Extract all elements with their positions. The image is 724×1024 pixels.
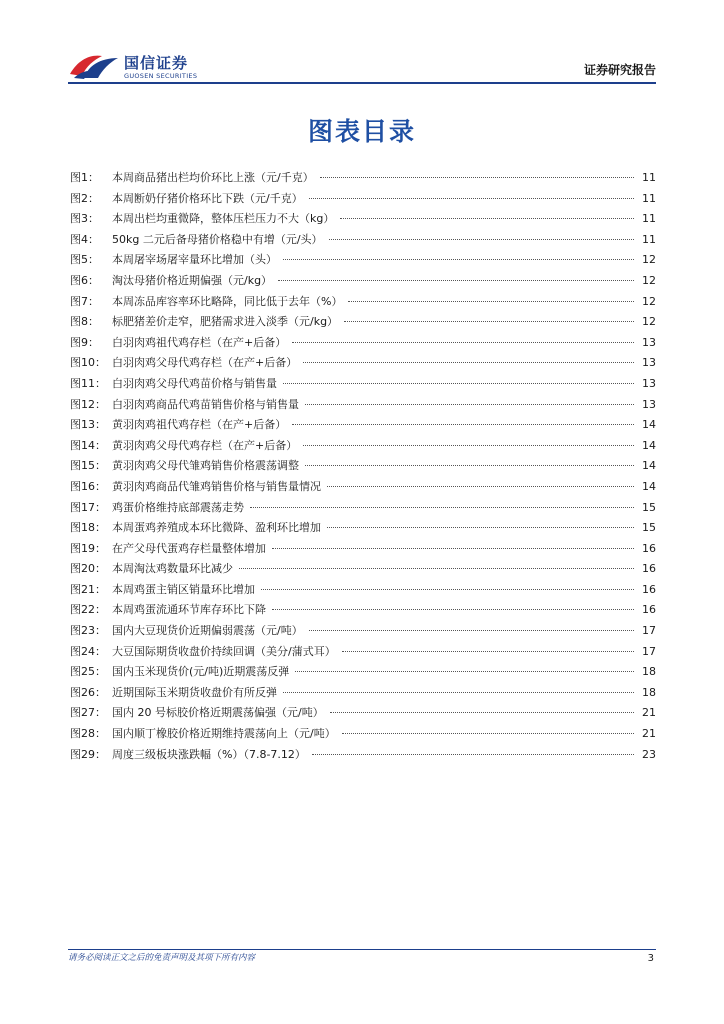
toc-dot-leader	[303, 362, 634, 363]
toc-dot-leader	[261, 589, 634, 590]
brand-name: 国信证券	[124, 54, 189, 72]
toc-figure-title[interactable]: 本周断奶仔猪价格环比下跌（元/千克）	[112, 191, 303, 205]
toc-page-number[interactable]: 16	[642, 582, 656, 596]
toc-dot-leader	[329, 239, 634, 240]
toc-figure-label: 图29：	[70, 747, 106, 761]
toc-figure-title[interactable]: 本周鸡蛋流通环节库存环比下降	[112, 603, 266, 617]
toc-page-number[interactable]: 13	[642, 335, 656, 349]
toc-figure-title[interactable]: 50kg 二元后备母猪价格稳中有增（元/头）	[112, 232, 323, 246]
toc-figure-label: 图16：	[70, 479, 106, 493]
toc-figure-title[interactable]: 大豆国际期货收盘价持续回调（美分/蒲式耳）	[112, 644, 336, 658]
toc-figure-label: 图20：	[70, 562, 106, 576]
toc-page-number[interactable]: 12	[642, 273, 656, 287]
toc-page-number[interactable]: 12	[642, 253, 656, 267]
toc-entry[interactable]	[70, 580, 656, 601]
toc-page-number[interactable]: 13	[642, 397, 656, 411]
toc-dot-leader	[342, 733, 634, 734]
toc-page-number[interactable]: 16	[642, 562, 656, 576]
guosen-logo	[68, 48, 238, 84]
toc-dot-leader	[283, 259, 634, 260]
toc-figure-label: 图18：	[70, 521, 106, 535]
toc-dot-leader	[309, 198, 634, 199]
toc-figure-label: 图11：	[70, 376, 106, 390]
toc-dot-leader	[278, 280, 634, 281]
toc-figure-title[interactable]: 白羽肉鸡父母代鸡苗价格与销售量	[112, 376, 277, 390]
toc-entry[interactable]	[70, 600, 656, 621]
toc-dot-leader	[340, 218, 634, 219]
toc-entry[interactable]	[70, 374, 656, 395]
toc-dot-leader	[342, 651, 634, 652]
toc-entry[interactable]	[70, 456, 656, 477]
toc-figure-label: 图24：	[70, 644, 106, 658]
toc-dot-leader	[330, 712, 634, 713]
toc-entry[interactable]	[70, 559, 656, 580]
toc-figure-label: 图28：	[70, 727, 106, 741]
toc-figure-label: 图12：	[70, 397, 106, 411]
toc-figure-title[interactable]: 近期国际玉米期货收盘价有所反弹	[112, 685, 277, 699]
toc-page-number[interactable]: 15	[642, 521, 656, 535]
toc-entry[interactable]	[70, 477, 656, 498]
toc-figure-label: 图6：	[70, 273, 99, 287]
toc-figure-title[interactable]: 标肥猪差价走窄，肥猪需求进入淡季（元/kg）	[112, 315, 339, 329]
toc-figure-title[interactable]: 国内玉米现货价(元/吨)近期震荡反弹	[112, 665, 290, 679]
toc-page-number[interactable]: 11	[642, 191, 656, 205]
toc-entry[interactable]	[70, 724, 656, 745]
toc-figure-label: 图8：	[70, 315, 99, 329]
toc-entry[interactable]	[70, 703, 656, 724]
toc-figure-title[interactable]: 国内顺丁橡胶价格近期维持震荡向上（元/吨）	[112, 727, 336, 741]
toc-page-number[interactable]: 16	[642, 541, 656, 555]
toc-figure-label: 图2：	[70, 191, 99, 205]
footer-divider	[68, 949, 656, 950]
toc-page-number[interactable]: 18	[642, 685, 656, 699]
brand-name-en: GUOSEN SECURITIES	[124, 72, 198, 80]
toc-page-number[interactable]: 14	[642, 438, 656, 452]
toc-entry[interactable]	[70, 436, 656, 457]
toc-figure-title[interactable]: 白羽肉鸡祖代鸡存栏（在产+后备）	[112, 335, 287, 349]
toc-page-number[interactable]: 15	[642, 500, 656, 514]
toc-figure-label: 图3：	[70, 212, 99, 226]
toc-figure-label: 图4：	[70, 232, 99, 246]
toc-figure-title[interactable]: 本周冻品库容率环比略降，同比低于去年（%）	[112, 294, 343, 308]
header-divider	[68, 82, 656, 84]
toc-entry[interactable]	[70, 745, 656, 766]
toc-page-number[interactable]: 12	[642, 315, 656, 329]
toc-page-number[interactable]: 13	[642, 376, 656, 390]
report-type-label: 证券研究报告	[583, 63, 656, 77]
toc-figure-title[interactable]: 在产父母代蛋鸡存栏量整体增加	[112, 541, 266, 555]
toc-dot-leader	[283, 383, 634, 384]
toc-figure-label: 图10：	[70, 356, 106, 370]
toc-dot-leader	[305, 404, 634, 405]
page-header	[68, 48, 656, 84]
toc-dot-leader	[305, 465, 634, 466]
toc-figure-title[interactable]: 黄羽肉鸡父母代鸡存栏（在产+后备）	[112, 438, 298, 452]
toc-dot-leader	[348, 301, 634, 302]
toc-dot-leader	[327, 486, 634, 487]
toc-dot-leader	[272, 548, 634, 549]
toc-dot-leader	[292, 424, 634, 425]
toc-figure-title[interactable]: 黄羽肉鸡商品代雏鸡销售价格与销售量情况	[112, 479, 321, 493]
toc-dot-leader	[250, 507, 634, 508]
toc-page-number[interactable]: 17	[642, 644, 656, 658]
toc-figure-title[interactable]: 黄羽肉鸡父母代雏鸡销售价格震荡调整	[112, 459, 299, 473]
toc-entry[interactable]	[70, 395, 656, 416]
page-number: 3	[647, 953, 654, 964]
toc-page-number[interactable]: 21	[642, 727, 656, 741]
toc-figure-label: 图7：	[70, 294, 99, 308]
toc-dot-leader	[344, 321, 634, 322]
toc-figure-label: 图19：	[70, 541, 106, 555]
toc-figure-title[interactable]: 本周淘汰鸡数量环比减少	[112, 562, 233, 576]
toc-dot-leader	[292, 342, 634, 343]
toc-figure-title[interactable]: 本周出栏均重微降，整体压栏压力不大（kg）	[112, 212, 335, 226]
toc-figure-label: 图25：	[70, 665, 106, 679]
toc-entry[interactable]	[70, 662, 656, 683]
toc-dot-leader	[320, 177, 634, 178]
toc-figure-label: 图17：	[70, 500, 106, 514]
toc-figure-label: 图5：	[70, 253, 99, 267]
toc-figure-title[interactable]: 国内 20 号标胶价格近期震荡偏强（元/吨）	[112, 706, 324, 720]
toc-entry[interactable]	[70, 683, 656, 704]
toc-entry[interactable]	[70, 518, 656, 539]
toc-figure-label: 图14：	[70, 438, 106, 452]
toc-figure-title[interactable]: 本周屠宰场屠宰量环比增加（头）	[112, 253, 277, 267]
toc-page-number[interactable]: 18	[642, 665, 656, 679]
toc-dot-leader	[303, 445, 634, 446]
toc-dot-leader	[309, 630, 634, 631]
toc-figure-label: 图1：	[70, 171, 99, 184]
toc-dot-leader	[327, 527, 634, 528]
toc-dot-leader	[272, 609, 634, 610]
toc-entry[interactable]	[70, 498, 656, 519]
toc-page-number[interactable]: 12	[642, 294, 656, 308]
toc-page-number[interactable]: 16	[642, 603, 656, 617]
guosen-logo-icon	[68, 52, 120, 80]
toc-figure-label: 图21：	[70, 582, 106, 596]
toc-figure-label: 图27：	[70, 706, 106, 720]
toc-page-number[interactable]: 23	[642, 747, 656, 761]
toc-figure-title[interactable]: 国内大豆现货价近期偏弱震荡（元/吨）	[112, 624, 303, 638]
toc-page-number[interactable]: 14	[642, 418, 656, 432]
toc-page-number[interactable]: 11	[642, 232, 656, 246]
toc-figure-label: 图13：	[70, 418, 106, 432]
toc-entry[interactable]	[70, 312, 656, 333]
toc-dot-leader	[295, 671, 634, 672]
toc-figure-label: 图26：	[70, 685, 106, 699]
toc-figure-label: 图15：	[70, 459, 106, 473]
toc-dot-leader	[239, 568, 634, 569]
toc-entry[interactable]	[70, 168, 656, 189]
toc-page-number[interactable]: 21	[642, 706, 656, 720]
toc-figure-title[interactable]: 淘汰母猪价格近期偏强（元/kg）	[112, 273, 273, 287]
toc-entry[interactable]	[70, 250, 656, 271]
toc-page-number[interactable]: 11	[642, 171, 656, 184]
toc-entry[interactable]	[70, 621, 656, 642]
toc-page-number[interactable]: 14	[642, 479, 656, 493]
footer-disclaimer: 请务必阅读正文之后的免责声明及其项下所有内容	[68, 953, 256, 963]
toc-figure-title[interactable]: 黄羽肉鸡祖代鸡存栏（在产+后备）	[112, 418, 287, 432]
toc-entry[interactable]	[70, 209, 656, 230]
toc-figure-title[interactable]: 本周商品猪出栏均价环比上涨（元/千克）	[112, 171, 314, 184]
toc-figure-title[interactable]: 本周鸡蛋主销区销量环比增加	[112, 582, 255, 596]
toc-entry[interactable]	[70, 271, 656, 292]
toc-figure-title[interactable]: 周度三级板块涨跌幅（%）（7.8-7.12）	[112, 747, 306, 761]
toc-entry[interactable]	[70, 189, 656, 210]
toc-figure-title[interactable]: 白羽肉鸡商品代鸡苗销售价格与销售量	[112, 397, 299, 411]
toc-entry[interactable]	[70, 539, 656, 560]
toc-page-number[interactable]: 11	[642, 212, 656, 226]
toc-entry[interactable]	[70, 230, 656, 251]
toc-page-number[interactable]: 17	[642, 624, 656, 638]
toc-dot-leader	[283, 692, 634, 693]
toc-entry[interactable]	[70, 333, 656, 354]
toc-figure-title[interactable]: 本周蛋鸡养殖成本环比微降、盈利环比增加	[112, 521, 321, 535]
toc-figure-label: 图23：	[70, 624, 106, 638]
page-title: 图表目录	[307, 117, 416, 146]
toc-entry[interactable]	[70, 353, 656, 374]
toc-figure-label: 图9：	[70, 335, 99, 349]
toc-figure-label: 图22：	[70, 603, 106, 617]
figure-table-of-contents	[70, 168, 656, 765]
toc-page-number[interactable]: 14	[642, 459, 656, 473]
toc-figure-title[interactable]: 白羽肉鸡父母代鸡存栏（在产+后备）	[112, 356, 298, 370]
toc-dot-leader	[312, 754, 634, 755]
toc-entry[interactable]	[70, 415, 656, 436]
toc-entry[interactable]	[70, 642, 656, 663]
toc-page-number[interactable]: 13	[642, 356, 656, 370]
toc-figure-title[interactable]: 鸡蛋价格维持底部震荡走势	[112, 500, 244, 514]
toc-entry[interactable]	[70, 292, 656, 313]
